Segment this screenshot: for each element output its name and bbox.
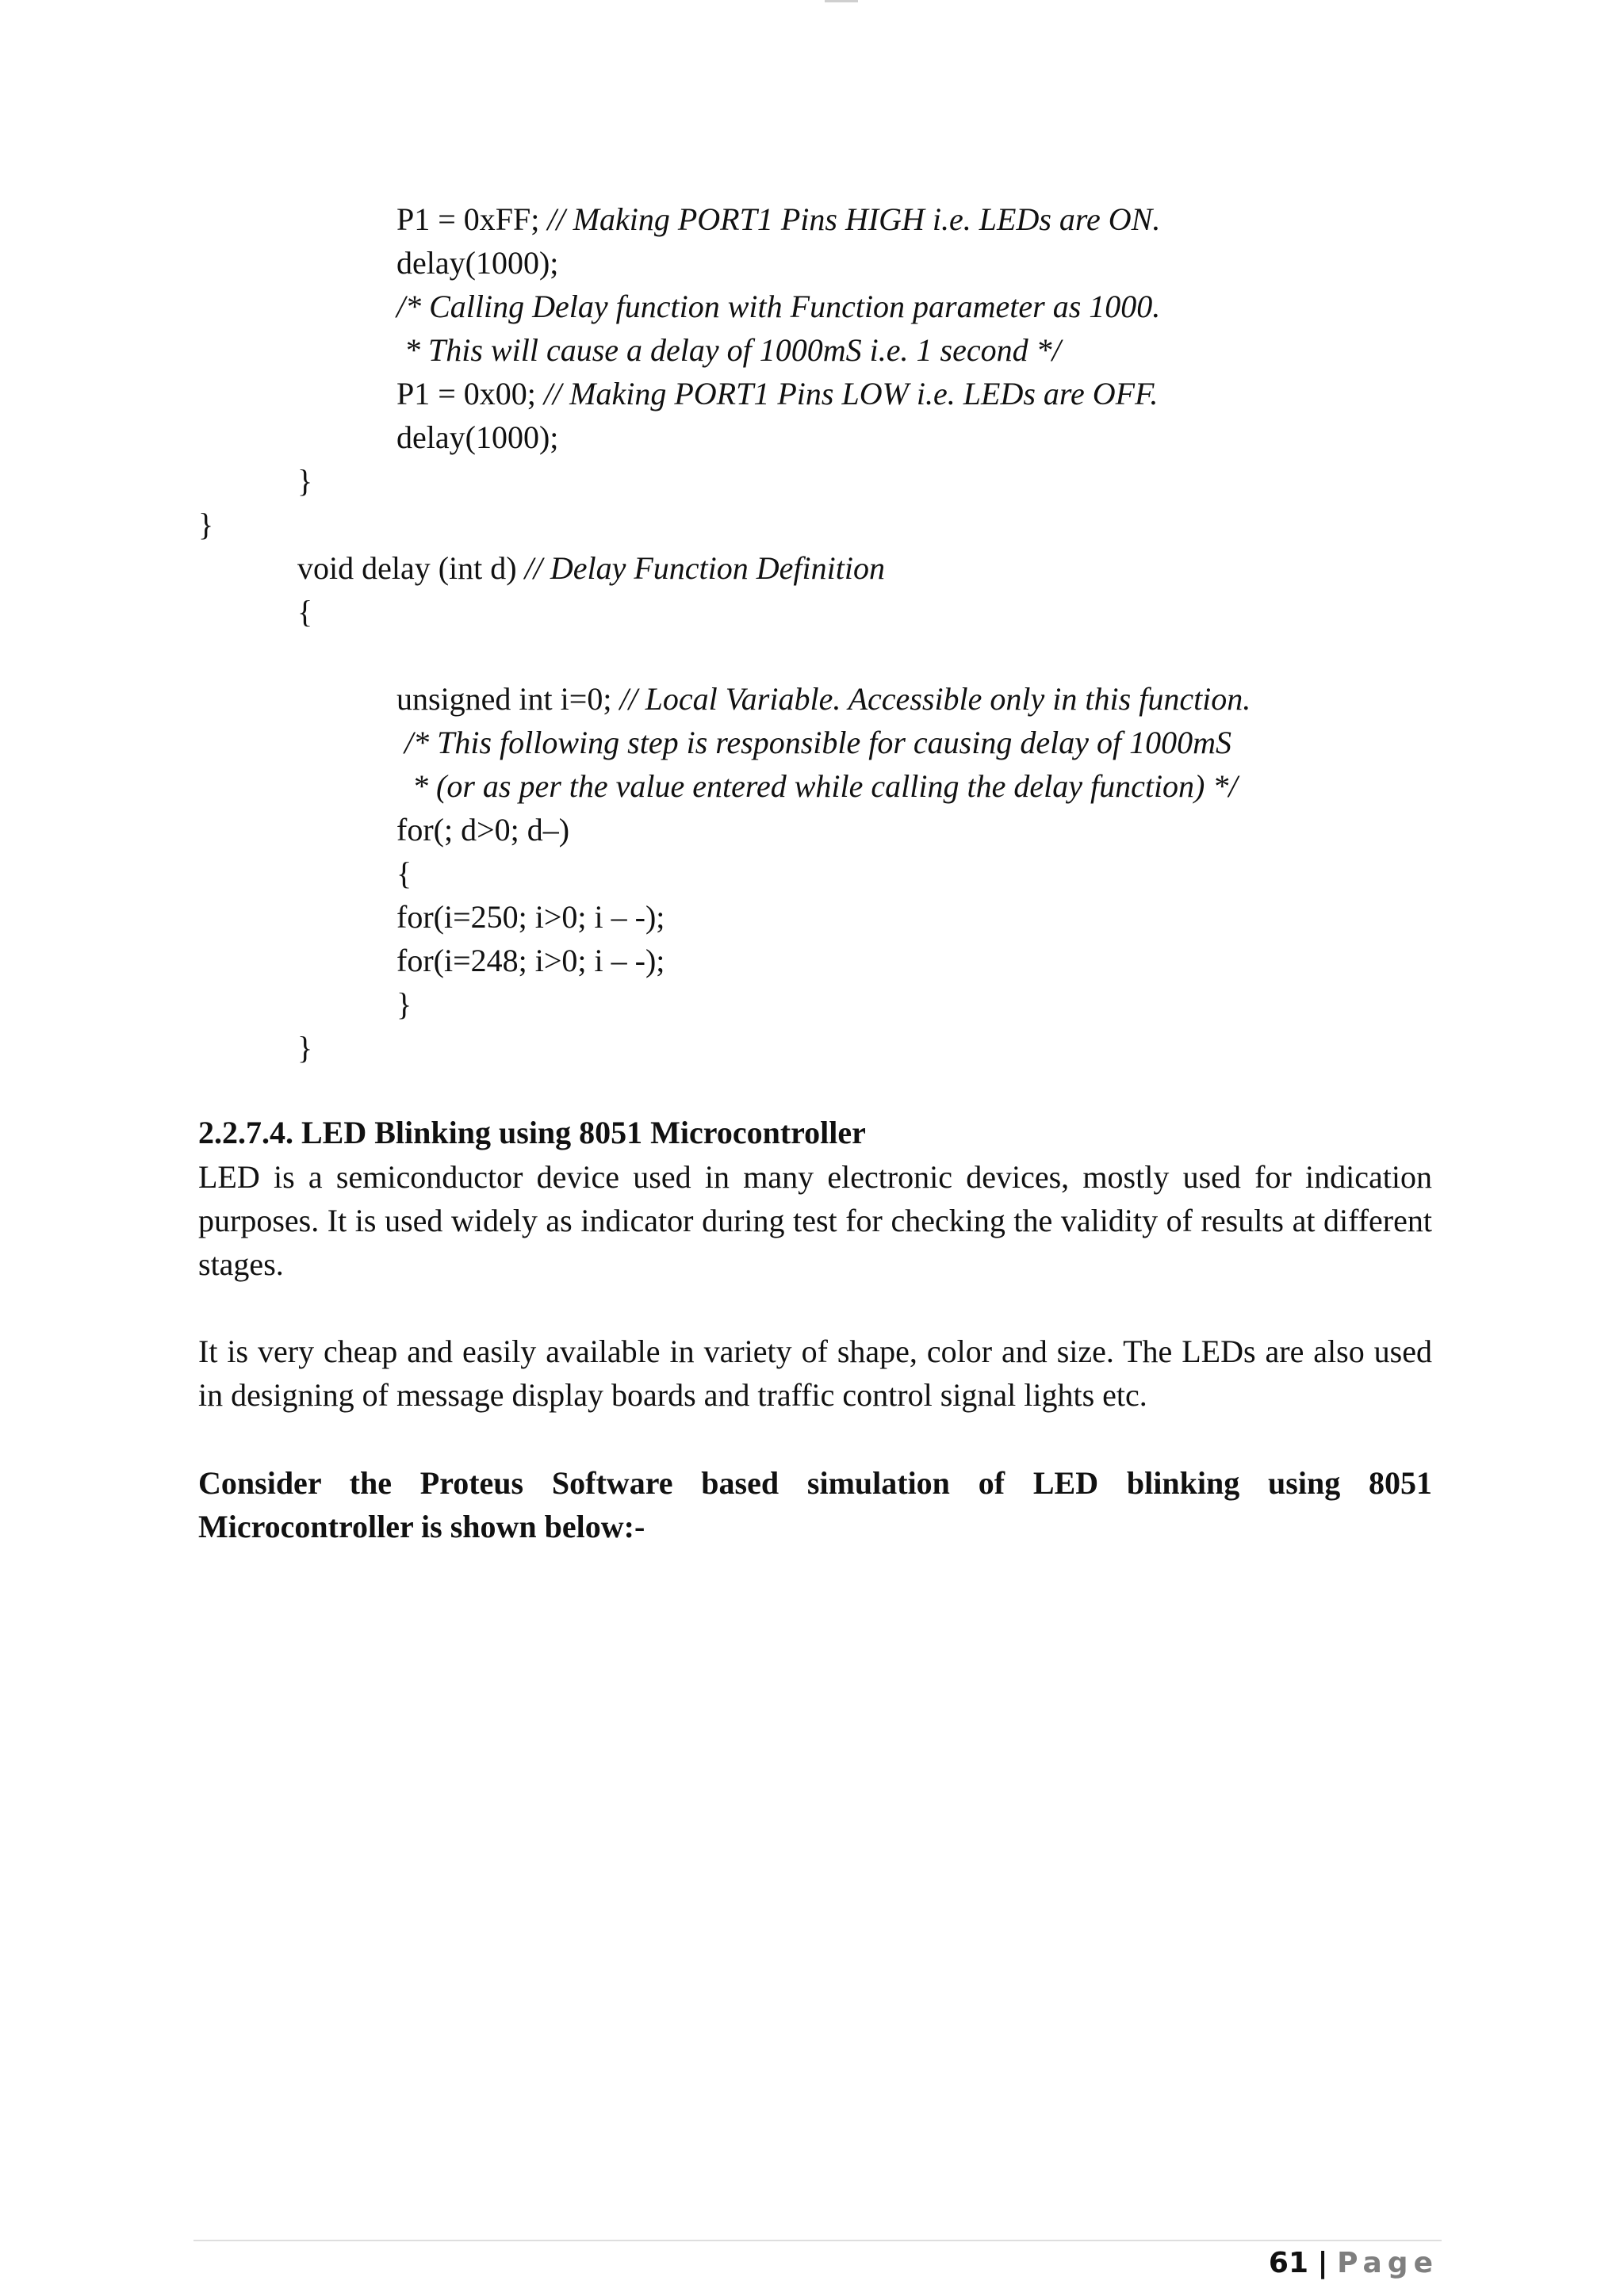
- page-footer: [1269, 2244, 1438, 2283]
- code-text: }: [297, 1030, 313, 1066]
- code-text: delay(1000);: [396, 419, 559, 455]
- code-line: [297, 1027, 312, 1070]
- code-text: }: [198, 507, 214, 542]
- code-line: [396, 416, 558, 459]
- code-text: for(; d>0; d–): [396, 812, 570, 848]
- code-line: [396, 329, 1061, 372]
- code-text: P1 = 0x00;: [396, 376, 544, 411]
- code-text: delay(1000);: [396, 245, 559, 281]
- code-line: [396, 983, 412, 1026]
- code-text: }: [297, 463, 313, 499]
- paragraph-led-description: LED is a semiconductor device used in many electronic devices, mostly used for indication purposes. It is used widely as indicator during test for checking the validity of results at different stages.: [198, 1159, 1432, 1282]
- code-text: P1 = 0xFF;: [396, 201, 548, 237]
- paragraph-simulation-intro: Consider the Proteus Software based simulation of LED blinking using 8051 Microcontroller is shown below:-: [198, 1465, 1432, 1544]
- code-line: [396, 198, 1160, 241]
- code-comment: // Making PORT1 Pins LOW i.e. LEDs are OFF.: [543, 376, 1159, 411]
- page-label: Page: [1337, 2247, 1438, 2279]
- code-line: [396, 939, 665, 982]
- code-line: [297, 591, 312, 633]
- code-comment: * (or as per the value entered while calling the delay function) */: [396, 768, 1238, 804]
- code-line: [297, 547, 885, 590]
- code-text: {: [396, 855, 412, 891]
- code-text: {: [297, 594, 313, 629]
- code-line: [396, 765, 1238, 808]
- code-line: [396, 373, 1158, 415]
- code-text: for(i=250; i>0; i – -);: [396, 899, 665, 935]
- code-line: [396, 809, 569, 851]
- code-comment: // Making PORT1 Pins HIGH i.e. LEDs are ON.: [547, 201, 1161, 237]
- code-line: [396, 242, 558, 285]
- code-text: unsigned int i=0;: [396, 681, 620, 717]
- code-comment: /* This following step is responsible for causing delay of 1000mS: [396, 725, 1231, 760]
- footer-separator: |: [1317, 2247, 1328, 2279]
- section-heading: 2.2.7.4. LED Blinking using 8051 Microcontroller: [198, 1115, 866, 1150]
- page-number: 61: [1268, 2247, 1309, 2279]
- footer-divider: [193, 2240, 1442, 2241]
- code-comment: // Delay Function Definition: [524, 550, 885, 586]
- code-comment: /* Calling Delay function with Function parameter as 1000.: [396, 289, 1161, 324]
- code-line: [297, 460, 312, 503]
- code-comment: * This will cause a delay of 1000mS i.e. 1 second */: [396, 332, 1061, 368]
- code-line: [396, 721, 1231, 764]
- code-line: [396, 852, 412, 895]
- code-line: [396, 896, 665, 939]
- code-text: }: [396, 986, 412, 1022]
- top-edge-mark: [825, 0, 858, 2]
- code-comment: // Local Variable. Accessible only in this function.: [619, 681, 1251, 717]
- code-text: for(i=248; i>0; i – -);: [396, 943, 665, 978]
- code-text: void delay (int d): [297, 550, 525, 586]
- code-line: [396, 678, 1251, 721]
- code-line: [198, 503, 213, 546]
- code-line: [396, 285, 1160, 328]
- paragraph-led-uses: It is very cheap and easily available in variety of shape, color and size. The LEDs are also used in designing of message display boards and traffic control signal lights etc.: [198, 1334, 1432, 1413]
